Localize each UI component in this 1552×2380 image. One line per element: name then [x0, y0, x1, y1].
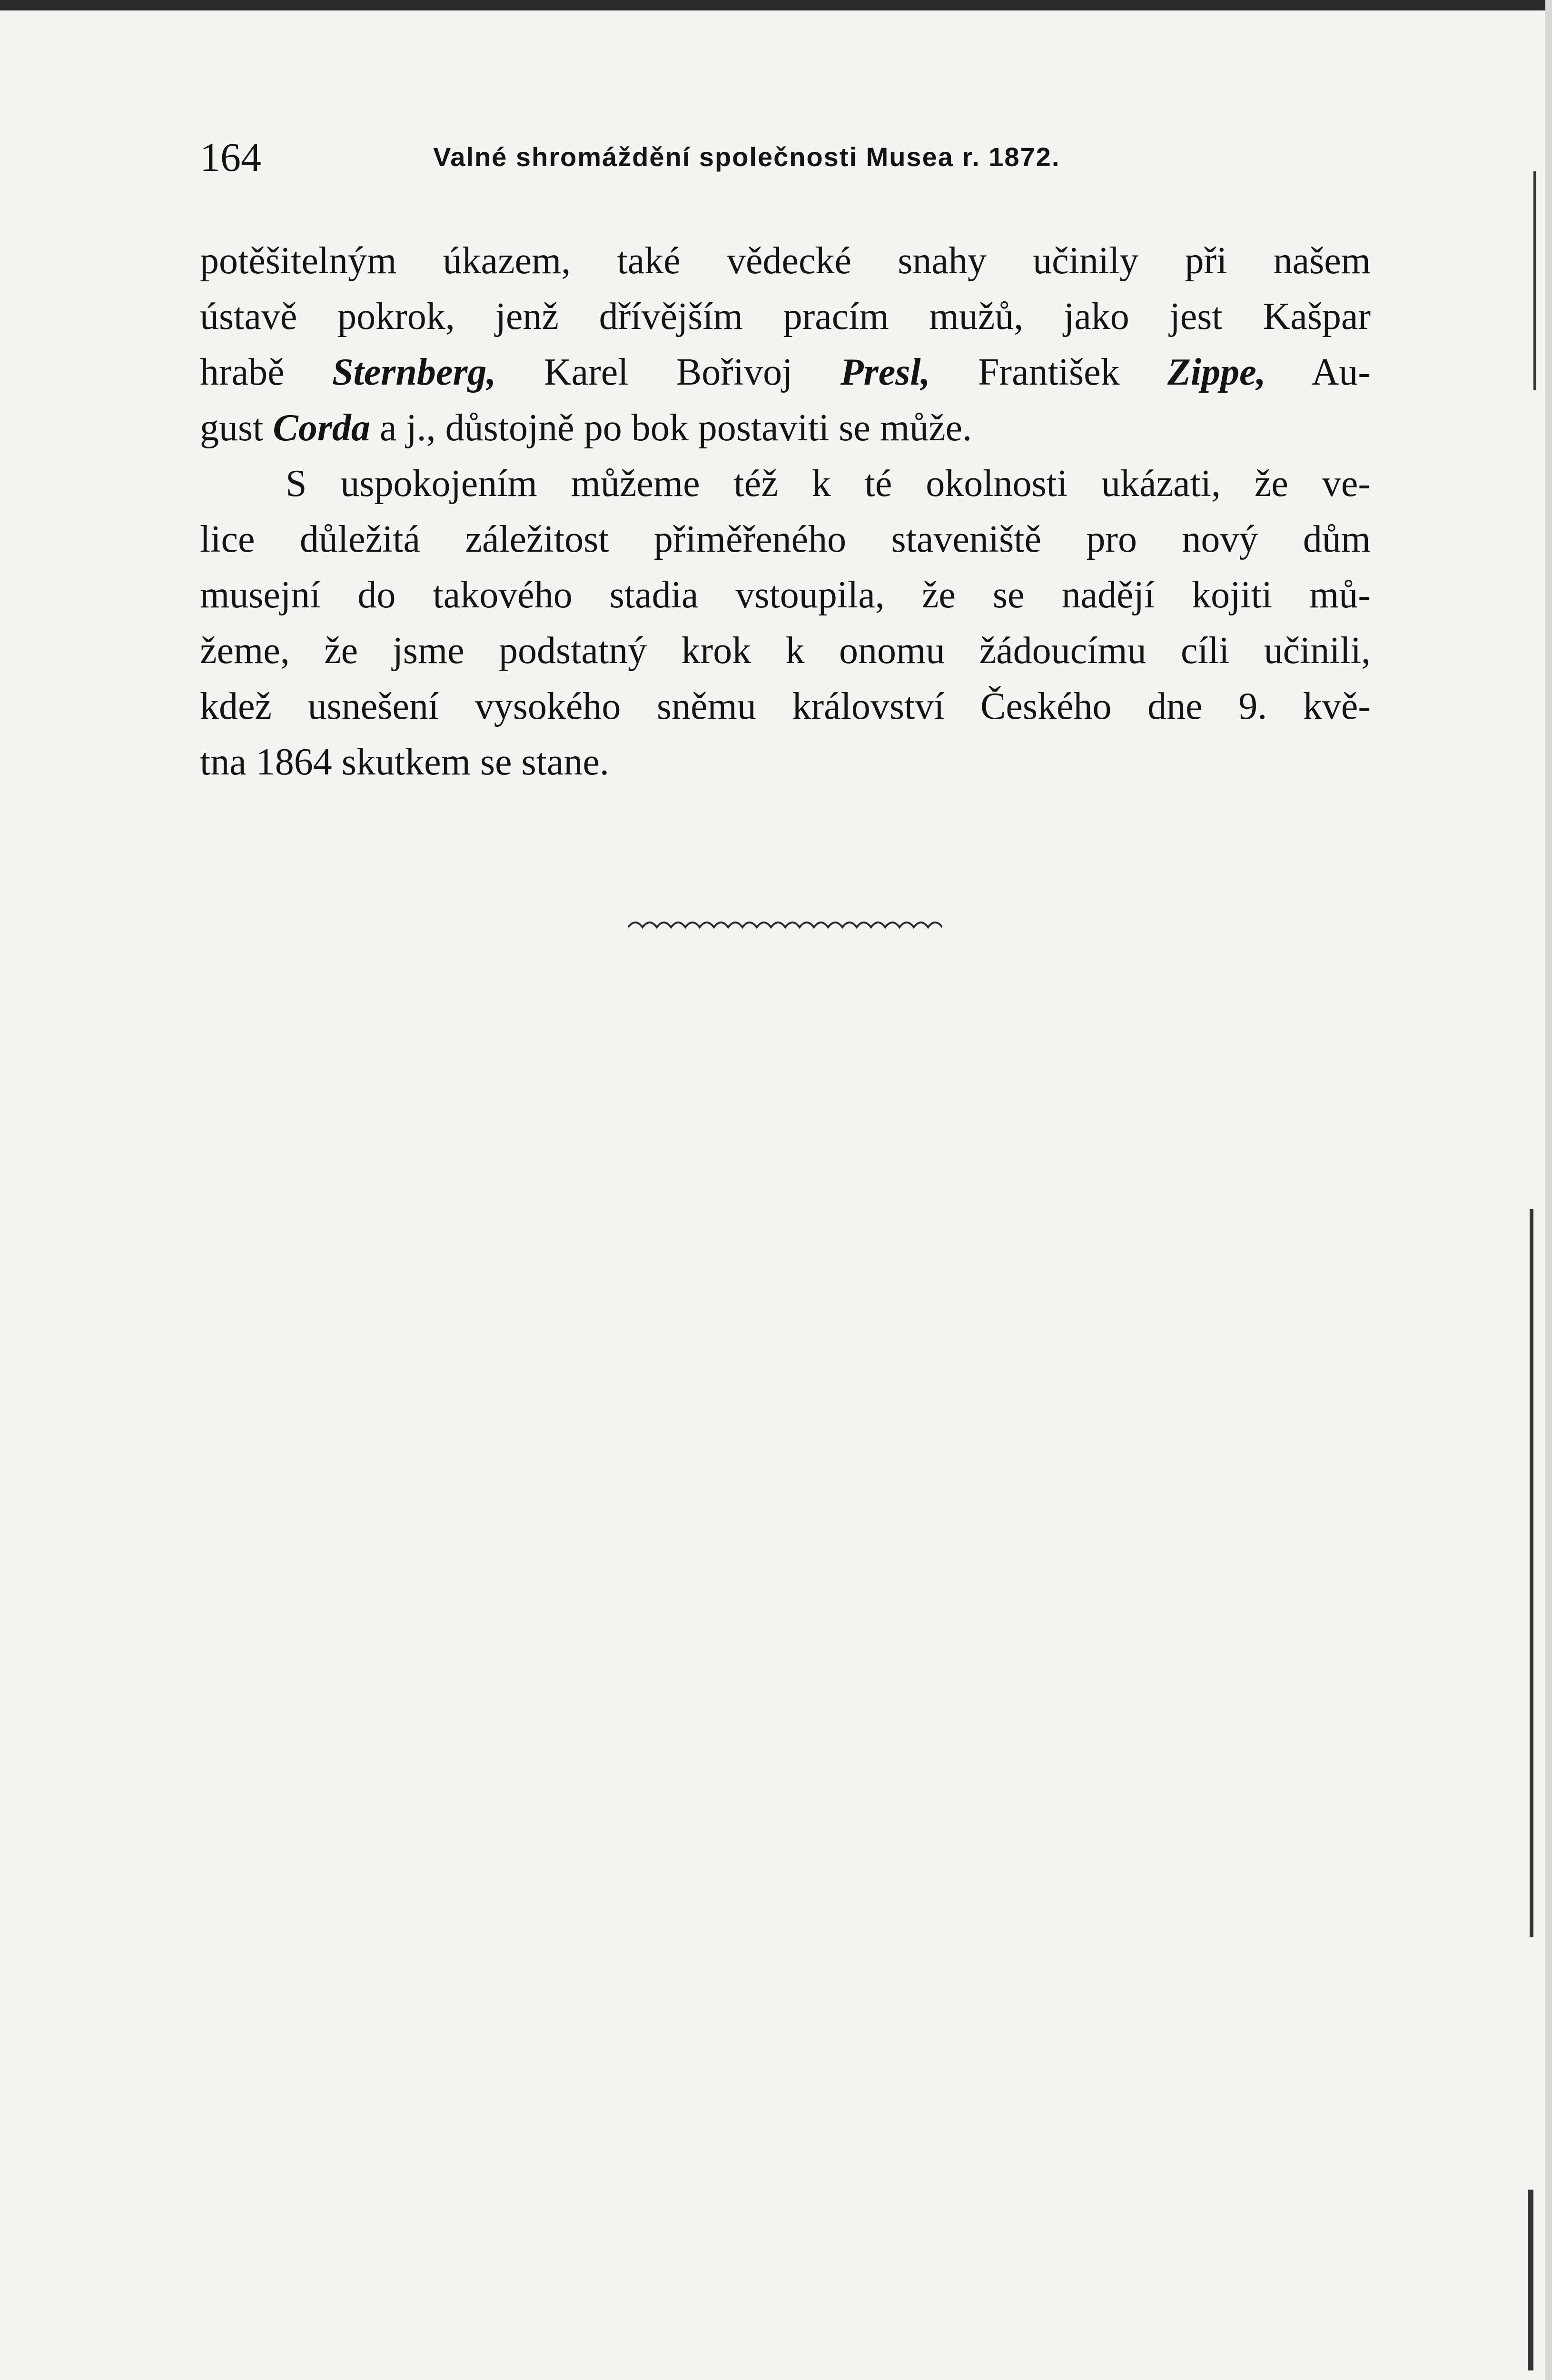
person-name-presl: Presl,: [840, 351, 930, 393]
paragraph-1: [200, 233, 1371, 456]
text-run: Karel Bořivoj: [496, 351, 840, 393]
scan-mark: [1530, 1209, 1533, 1937]
text-line: potěšitelným úkazem, také vědecké snahy učinily při našem: [200, 240, 1371, 282]
body-text: [200, 233, 1371, 790]
paragraph-2: [200, 456, 1371, 790]
text-line: [200, 400, 1371, 456]
text-run: Au-: [1265, 351, 1371, 393]
scan-mark: [1533, 171, 1536, 390]
text-run: František: [930, 351, 1168, 393]
person-name-corda: Corda: [273, 407, 370, 449]
person-name-zippe: Zippe,: [1167, 351, 1266, 393]
text-run: a j., důstojně po bok postaviti se může.: [370, 407, 972, 449]
text-line: ústavě pokrok, jenž dřívějším pracím mužů, jako jest Kašpar: [200, 296, 1371, 337]
text-line: lice důležitá záležitost přiměřeného staveniště pro nový dům: [200, 518, 1371, 560]
running-title: Valné shromáždění společnosti Musea r. 1872.: [433, 142, 1060, 172]
text-line: musejní do takového stadia vstoupila, že se nadějí kojiti mů-: [200, 574, 1371, 616]
text-line: žeme, že jsme podstatný krok k onomu žádoucímu cíli učinili,: [200, 630, 1371, 672]
text-line: [200, 345, 1371, 400]
scan-top-border: [0, 0, 1552, 10]
text-line: tna 1864 skutkem se stane.: [200, 741, 609, 783]
text-run: hrabě: [200, 351, 333, 393]
text-line: kdež usnešení vysokého sněmu království Českého dne 9. kvě-: [200, 685, 1371, 727]
page-header: [200, 129, 1371, 186]
page-number: 164: [200, 134, 261, 180]
person-name-sternberg: Sternberg,: [332, 351, 496, 393]
scan-right-edge: [1545, 0, 1552, 2380]
scan-mark: [1528, 2190, 1533, 2370]
text-line: S uspokojením můžeme též k té okolnosti ukázati, že ve-: [286, 463, 1371, 505]
decorative-wave-divider: [628, 913, 942, 932]
text-run: gust: [200, 407, 273, 449]
